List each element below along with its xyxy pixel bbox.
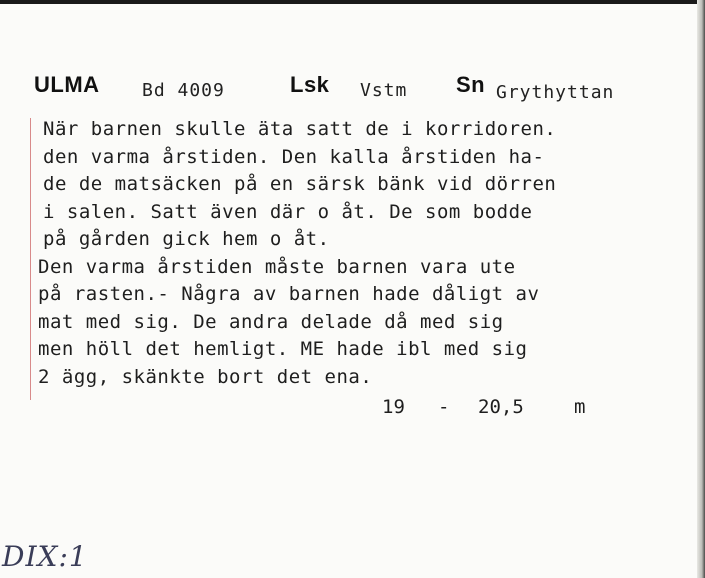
text-line: de de matsäcken på en särsk bänk vid dörren bbox=[43, 173, 557, 195]
lsk-label: Lsk bbox=[290, 72, 330, 97]
card-top-edge bbox=[0, 0, 705, 4]
measure-dash: - bbox=[438, 396, 450, 418]
handwritten-signature: DIX:1 bbox=[2, 540, 88, 573]
margin-line bbox=[30, 118, 31, 400]
card-right-edge bbox=[697, 0, 705, 578]
measure-from: 19 bbox=[382, 396, 405, 418]
text-line: men höll det hemligt. ME hade ibl med sig bbox=[38, 338, 528, 360]
lsk-value: Vstm bbox=[360, 80, 408, 101]
text-line: mat med sig. De andra delade då med sig bbox=[38, 310, 504, 333]
text-line: 2 ägg, skänkte bort det ena. bbox=[38, 365, 373, 388]
text-line: När barnen skulle äta satt de i korridoren. bbox=[43, 118, 557, 140]
measure-unit: m bbox=[574, 396, 586, 418]
sn-label: Sn bbox=[456, 72, 486, 97]
ulma-label: ULMA bbox=[34, 72, 100, 97]
text-line: på rasten.- Några av barnen hade dåligt av bbox=[38, 283, 540, 305]
sn-value: Grythyttan bbox=[496, 82, 615, 103]
card-text bbox=[38, 116, 678, 391]
bd-value: Bd 4009 bbox=[142, 80, 225, 101]
measure-to: 20,5 bbox=[478, 396, 524, 418]
text-line: i salen. Satt även där o åt. De som bodde bbox=[43, 200, 533, 223]
text-line: den varma årstiden. Den kalla årstiden ha- bbox=[43, 145, 545, 168]
text-line: Den varma årstiden måste barnen vara ute bbox=[38, 255, 516, 278]
text-line: på gården gick hem o åt. bbox=[43, 228, 330, 250]
